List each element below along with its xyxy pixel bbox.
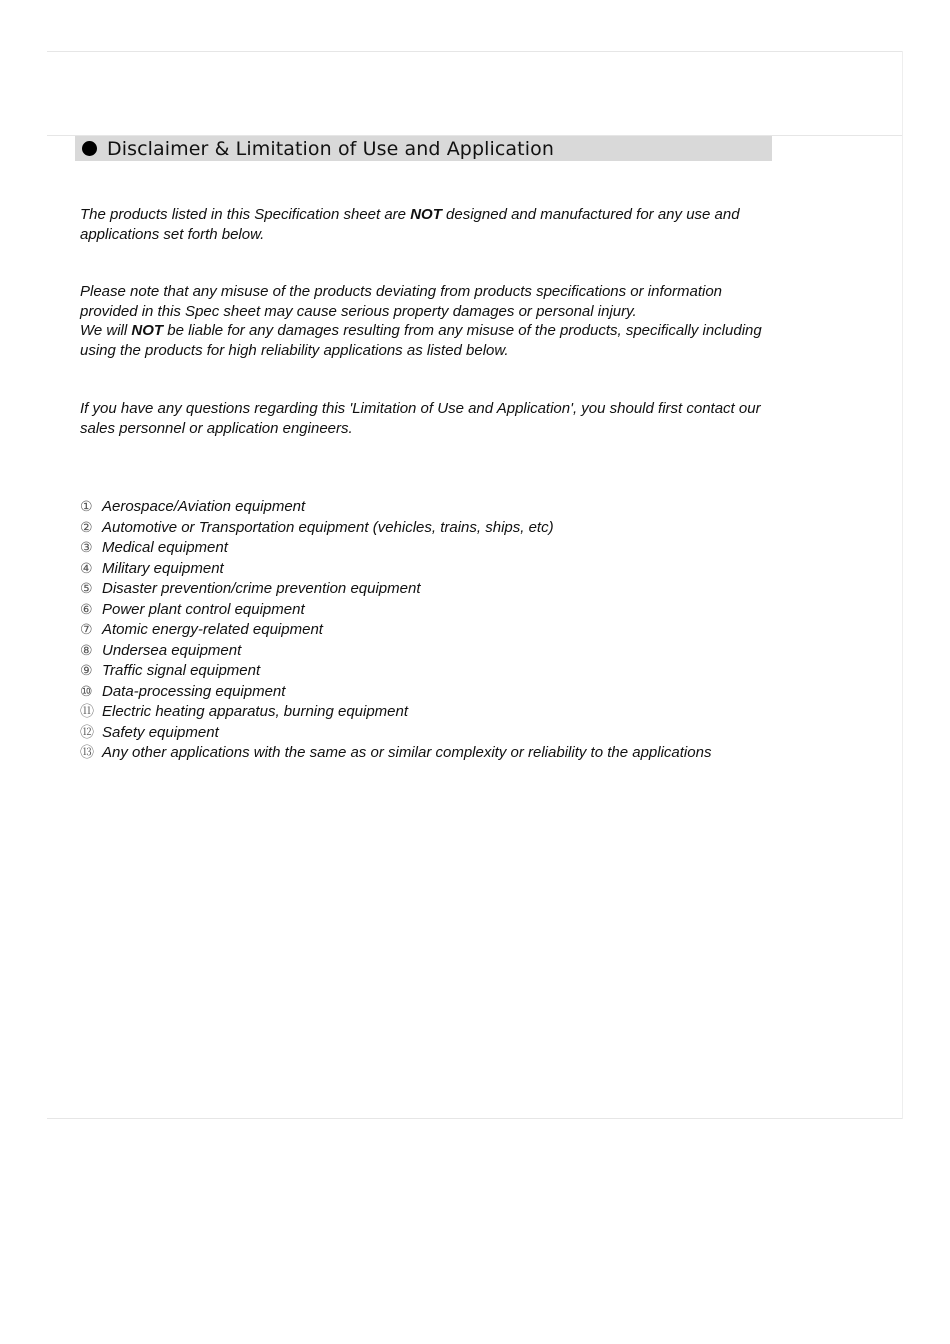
list-item <box>80 599 780 620</box>
liability-emphasis: NOT <box>131 322 164 339</box>
item-number: ③ <box>80 539 93 555</box>
item-number: ⑦ <box>80 621 93 637</box>
item-number: ⑤ <box>80 580 93 596</box>
item-label: Aerospace/Aviation equipment <box>102 498 306 515</box>
intro-text-2: designed and manufactured for any use and applications set forth below. <box>80 206 740 243</box>
liability-text-2: be liable for any damages resulting from any misuse of the products, specifically including using the products for high reliability applications as listed below. <box>80 322 762 359</box>
list-item <box>80 578 780 599</box>
list-item <box>80 722 780 743</box>
list-item <box>80 701 780 722</box>
section-title: Disclaimer & Limitation of Use and Application <box>107 137 554 160</box>
item-label: Data-processing equipment <box>102 682 286 700</box>
item-number: ② <box>80 518 93 535</box>
item-label: Traffic signal equipment <box>102 662 261 679</box>
bullet-icon <box>82 141 97 156</box>
item-label: Undersea equipment <box>102 641 242 659</box>
item-label: Automotive or Transportation equipment (vehicles, trains, ships, etc) <box>102 518 554 536</box>
liability-text-1: We will <box>80 322 128 339</box>
item-number: ⑩ <box>80 682 93 699</box>
list-item <box>80 558 780 579</box>
list-item <box>80 742 780 763</box>
list-item <box>80 537 780 558</box>
contact-paragraph <box>80 399 780 438</box>
item-number: ⑪ <box>80 703 94 719</box>
section-title-bar <box>75 136 772 161</box>
list-item <box>80 640 780 661</box>
item-label: Medical equipment <box>102 539 228 556</box>
item-label: Safety equipment <box>102 723 219 741</box>
intro-text-1: The products listed in this Specification sheet are <box>80 206 407 223</box>
item-number: ⑨ <box>80 662 93 678</box>
item-label: Power plant control equipment <box>102 600 305 618</box>
misuse-line-1: Please note that any misuse of the products deviating from products specifications or information provided in this Spec sheet may cause serious property damages or personal injury. <box>80 283 723 320</box>
applications-list <box>80 496 780 763</box>
list-item <box>80 496 780 517</box>
top-border <box>47 51 903 52</box>
right-border <box>902 51 903 1119</box>
list-item <box>80 681 780 702</box>
intro-emphasis: NOT <box>410 206 442 223</box>
item-number: ⑫ <box>80 723 94 740</box>
item-number: ⑧ <box>80 641 93 658</box>
bottom-border <box>47 1118 903 1119</box>
item-label: Any other applications with the same as or similar complexity or reliability to the applications <box>102 744 712 761</box>
item-label: Atomic energy-related equipment <box>102 621 323 638</box>
item-number: ⑥ <box>80 600 93 617</box>
list-item <box>80 517 780 538</box>
intro-paragraph <box>80 205 780 244</box>
item-number: ① <box>80 498 93 514</box>
contact-text: If you have any questions regarding this 'Limitation of Use and Application', you should first contact our sales personnel or application engineers. <box>80 400 761 437</box>
item-label: Military equipment <box>102 559 224 577</box>
list-item <box>80 660 780 681</box>
list-item <box>80 619 780 640</box>
item-number: ⑬ <box>80 744 94 760</box>
item-label: Disaster prevention/crime prevention equipment <box>102 580 421 597</box>
misuse-paragraph <box>80 282 780 360</box>
item-label: Electric heating apparatus, burning equipment <box>102 703 409 720</box>
item-number: ④ <box>80 559 93 576</box>
